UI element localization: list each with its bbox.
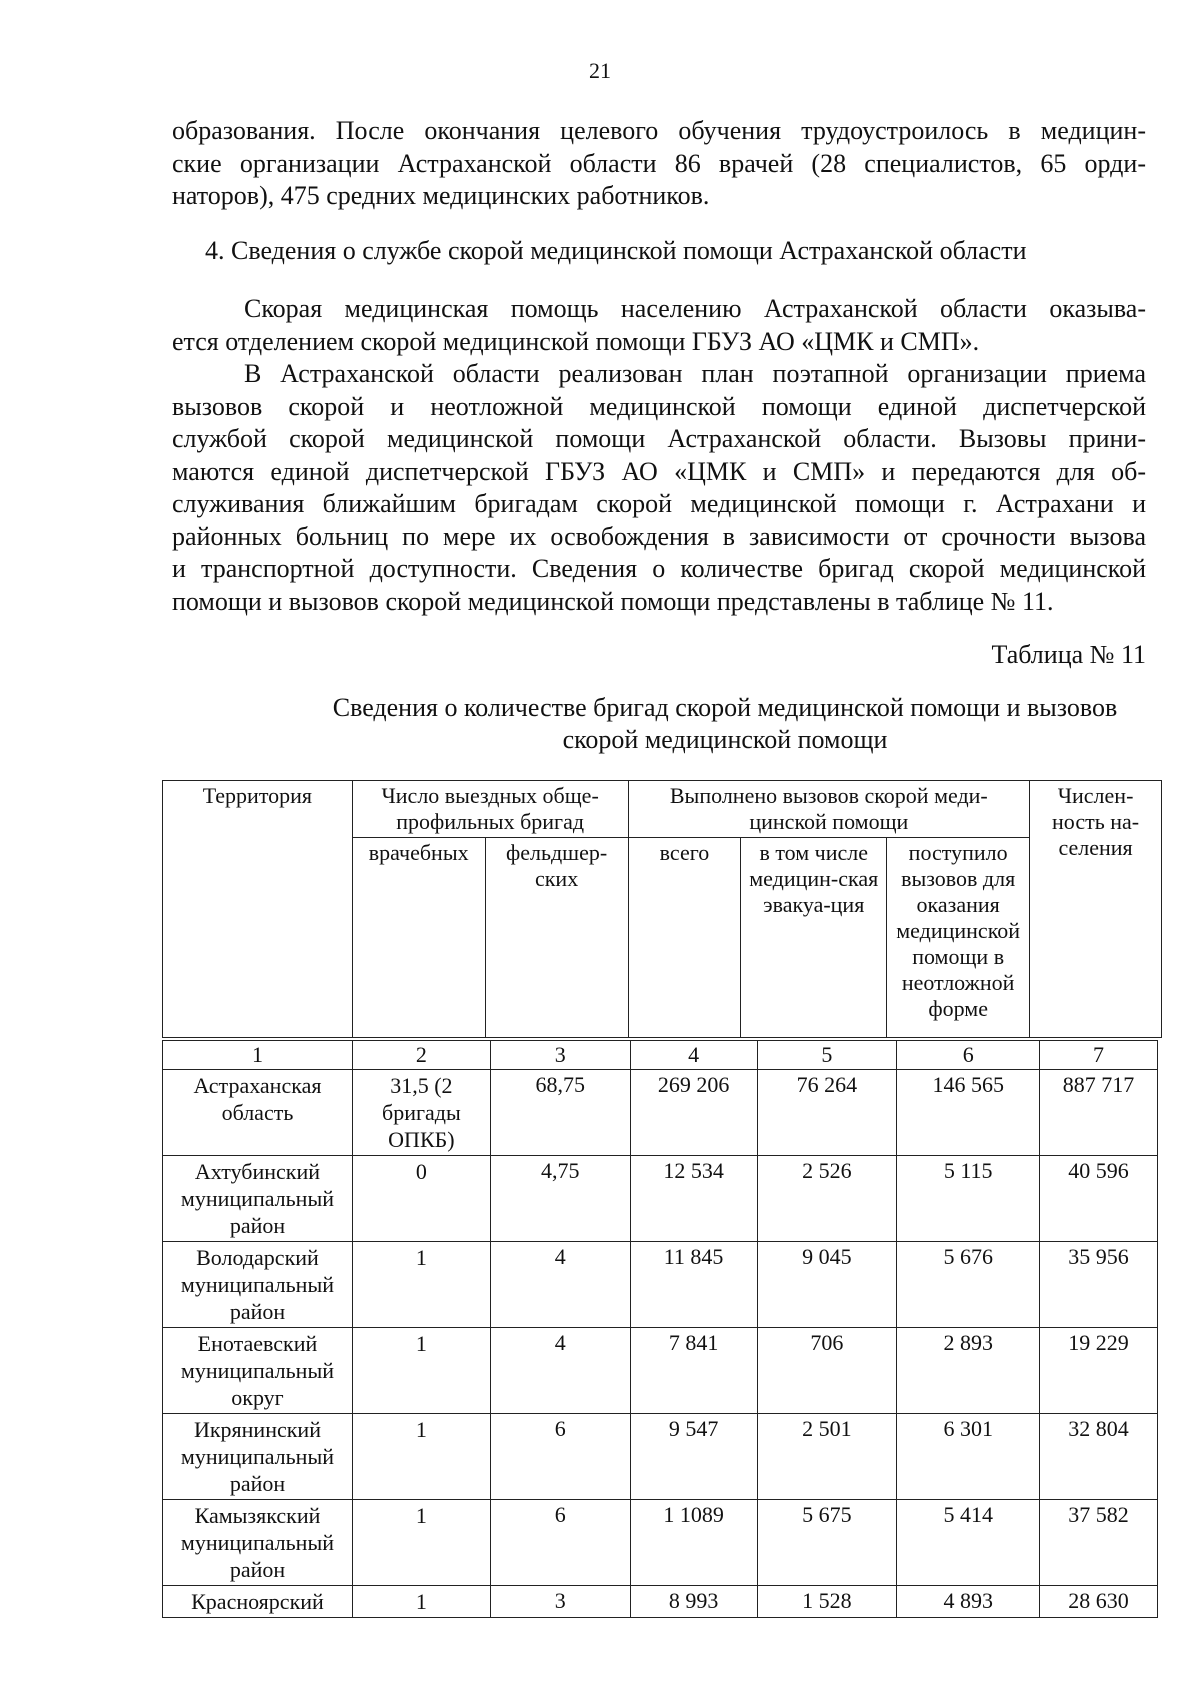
text-line: образования. После окончания целевого обучения трудоустроилось в медицин- (172, 116, 1146, 145)
cell-urgent: 5 676 (897, 1242, 1040, 1328)
table-row (163, 1070, 1158, 1156)
text-line: и транспортной доступности. Сведения о количестве бригад скорой медицинской (172, 554, 1146, 583)
header-calls-urgent: поступило вызовов для оказания медицинской помощи в неотложной форме (887, 838, 1030, 1038)
cell-urgent: 5 115 (897, 1156, 1040, 1242)
cell-paramedic: 68,75 (490, 1070, 630, 1156)
cell-doctor: 1 (352, 1500, 490, 1586)
text-line: Скорая медицинская помощь населению Астраханской области оказыва- (244, 294, 1146, 323)
section-heading: 4. Сведения о службе скорой медицинской помощи Астраханской области (205, 236, 1027, 265)
text-line: наторов), 475 средних медицинских работников. (172, 181, 710, 210)
header-paramedic-brigades: фельдшер-ских (485, 838, 628, 1038)
table-caption (160, 692, 1200, 756)
cell-urgent: 2 893 (897, 1328, 1040, 1414)
cell-territory: Енотаевский муниципальный округ (163, 1328, 353, 1414)
text-line: В Астраханской области реализован план поэтапной организации приема (244, 359, 1146, 388)
header-population: Числен-ность на-селения (1030, 781, 1162, 1038)
cell-population: 19 229 (1040, 1328, 1158, 1414)
cell-population: 887 717 (1040, 1070, 1158, 1156)
cell-paramedic: 6 (490, 1414, 630, 1500)
column-number: 6 (897, 1041, 1040, 1070)
table-label: Таблица № 11 (991, 640, 1146, 669)
cell-paramedic: 6 (490, 1500, 630, 1586)
table-row (163, 1328, 1158, 1414)
cell-paramedic: 4 (490, 1328, 630, 1414)
text-line: служивания ближайшим бригадам скорой медицинской помощи г. Астрахани и (172, 489, 1146, 518)
cell-territory: Икрянинский муниципальный район (163, 1414, 353, 1500)
cell-total: 8 993 (630, 1586, 757, 1618)
column-number: 2 (352, 1041, 490, 1070)
cell-total: 12 534 (630, 1156, 757, 1242)
column-number: 1 (163, 1041, 353, 1070)
cell-urgent: 146 565 (897, 1070, 1040, 1156)
cell-territory: Ахтубинский муниципальный район (163, 1156, 353, 1242)
page-number: 21 (589, 58, 611, 83)
cell-paramedic: 4,75 (490, 1156, 630, 1242)
table-row (163, 1414, 1158, 1500)
caption-line: Сведения о количестве бригад скорой медицинской помощи и вызовов (332, 693, 1118, 722)
text-line: службой скорой медицинской помощи Астраханской области. Вызовы прини- (172, 424, 1146, 453)
cell-population: 32 804 (1040, 1414, 1158, 1500)
table-row (163, 1156, 1158, 1242)
cell-evacuation: 2 501 (757, 1414, 897, 1500)
cell-paramedic: 3 (490, 1586, 630, 1618)
header-doctor-brigades: врачебных (352, 838, 485, 1038)
data-table (162, 1040, 1158, 1618)
cell-doctor: 1 (352, 1586, 490, 1618)
column-number: 5 (757, 1041, 897, 1070)
intro-paragraph (172, 115, 1146, 213)
text-line: районных больниц по мере их освобождения в зависимости от срочности вызова (172, 521, 1146, 551)
cell-evacuation: 9 045 (757, 1242, 897, 1328)
table-row (163, 1500, 1158, 1586)
paragraph-1 (172, 293, 1146, 358)
cell-evacuation: 706 (757, 1328, 897, 1414)
cell-total: 11 845 (630, 1242, 757, 1328)
cell-doctor: 31,5 (2 бригады ОПКБ) (352, 1070, 490, 1156)
cell-territory: Камызякский муниципальный район (163, 1500, 353, 1586)
header-calls-total: всего (628, 838, 741, 1038)
cell-territory: Астраханская область (163, 1070, 353, 1156)
cell-paramedic: 4 (490, 1242, 630, 1328)
text-line: помощи и вызовов скорой медицинской помощи представлены в таблице № 11. (172, 586, 1054, 616)
cell-doctor: 1 (352, 1242, 490, 1328)
text-line: вызовов скорой и неотложной медицинской помощи единой диспетчерской (172, 391, 1146, 421)
column-number-row (163, 1041, 1158, 1070)
paragraph-2 (172, 358, 1146, 618)
cell-territory: Володарский муниципальный район (163, 1242, 353, 1328)
cell-doctor: 0 (352, 1156, 490, 1242)
header-territory: Территория (163, 781, 353, 1038)
cell-total: 1 1089 (630, 1500, 757, 1586)
caption-line: скорой медицинской помощи (562, 725, 888, 754)
cell-population: 37 582 (1040, 1500, 1158, 1586)
cell-evacuation: 5 675 (757, 1500, 897, 1586)
table-row (163, 1242, 1158, 1328)
cell-population: 35 956 (1040, 1242, 1158, 1328)
column-number: 4 (630, 1041, 757, 1070)
cell-total: 269 206 (630, 1070, 757, 1156)
header-calls-evacuation: в том числе медицин-ская эвакуа-ция (741, 838, 887, 1038)
column-number: 7 (1040, 1041, 1158, 1070)
cell-urgent: 6 301 (897, 1414, 1040, 1500)
cell-evacuation: 2 526 (757, 1156, 897, 1242)
cell-evacuation: 1 528 (757, 1586, 897, 1618)
cell-population: 40 596 (1040, 1156, 1158, 1242)
table-header (162, 780, 1162, 1038)
header-brigades: Число выездных обще-профильных бригад (352, 781, 628, 838)
text-line: маются единой диспетчерской ГБУЗ АО «ЦМК и СМП» и передаются для об- (172, 456, 1146, 486)
cell-doctor: 1 (352, 1328, 490, 1414)
cell-urgent: 4 893 (897, 1586, 1040, 1618)
text-line: ские организации Астраханской области 86 врачей (28 специалистов, 65 орди- (172, 148, 1146, 178)
cell-total: 7 841 (630, 1328, 757, 1414)
column-number: 3 (490, 1041, 630, 1070)
cell-territory: Красноярский (163, 1586, 353, 1618)
table-row (163, 1586, 1158, 1618)
cell-urgent: 5 414 (897, 1500, 1040, 1586)
cell-evacuation: 76 264 (757, 1070, 897, 1156)
text-line: ется отделением скорой медицинской помощи ГБУЗ АО «ЦМК и СМП». (172, 326, 980, 356)
cell-doctor: 1 (352, 1414, 490, 1500)
cell-population: 28 630 (1040, 1586, 1158, 1618)
header-calls: Выполнено вызовов скорой меди-цинской помощи (628, 781, 1030, 838)
cell-total: 9 547 (630, 1414, 757, 1500)
